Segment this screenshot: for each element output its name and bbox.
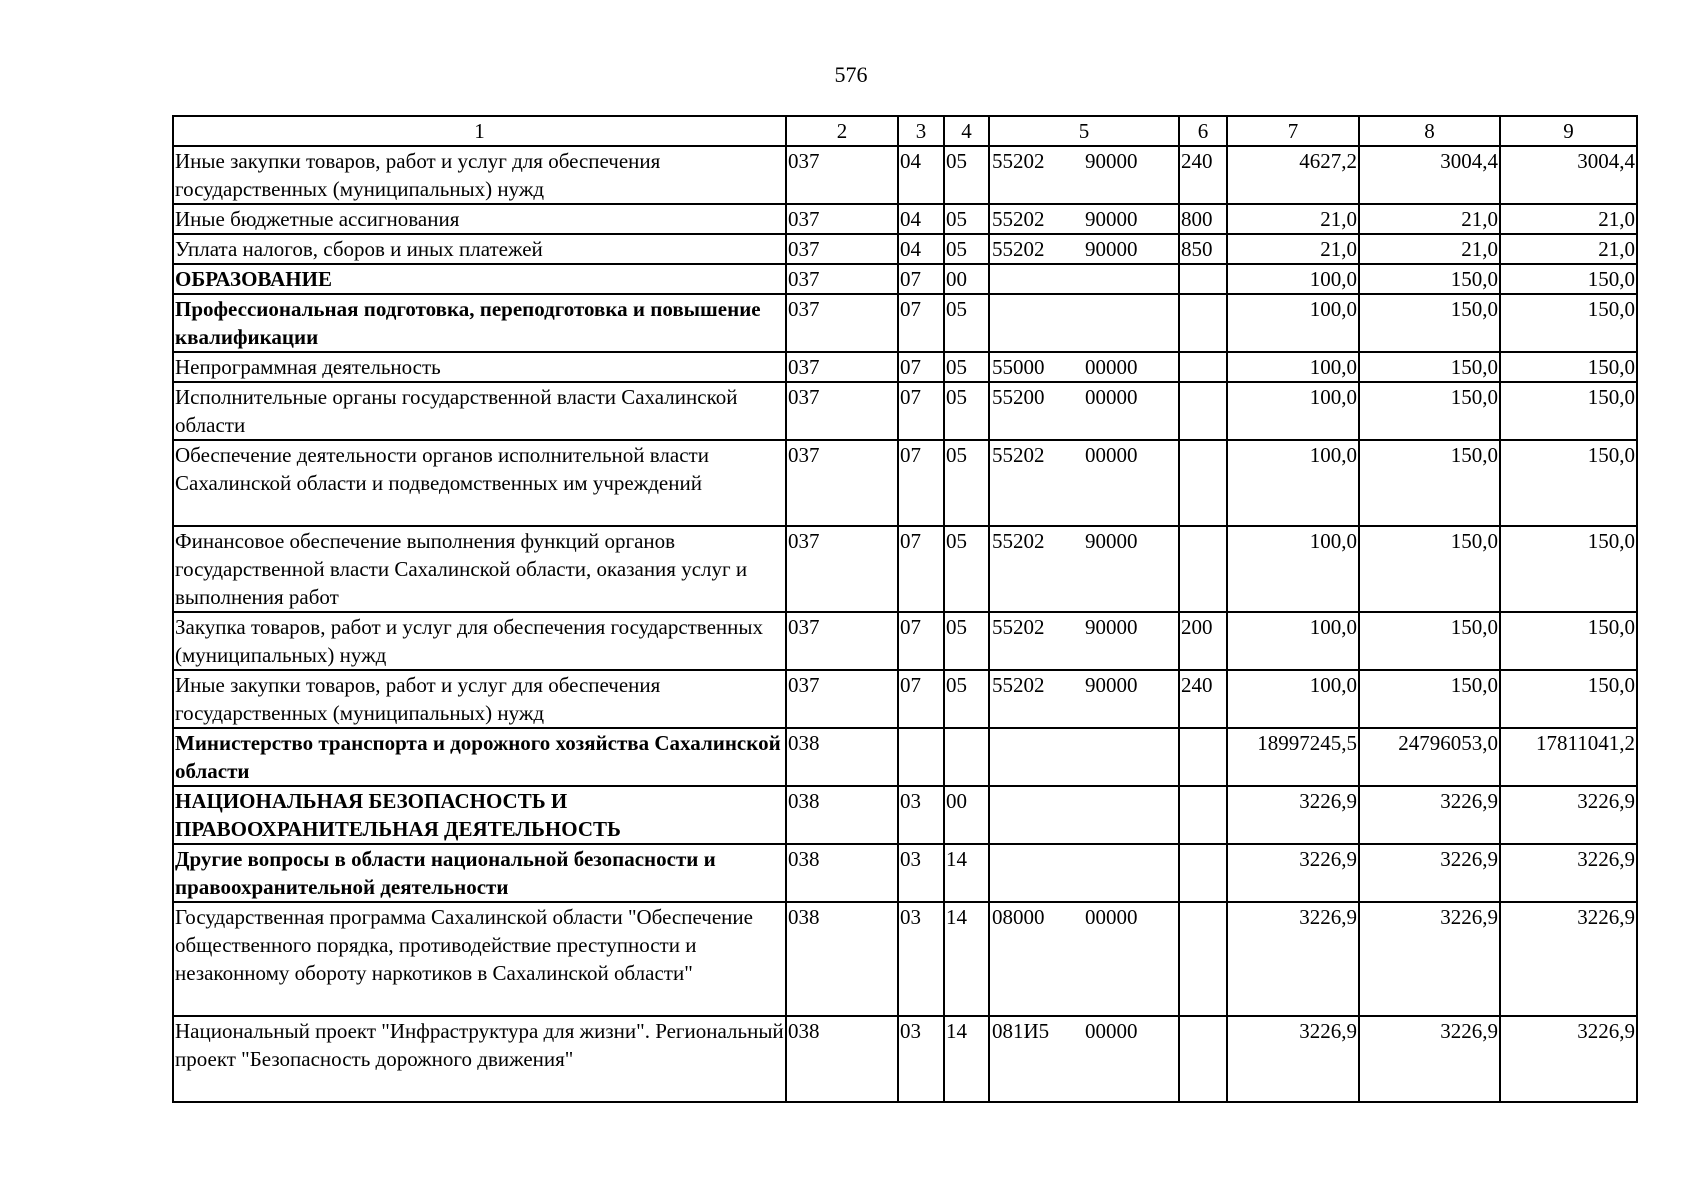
row-amount-col7: 21,0 [1227,234,1359,264]
target-article-program: 55200 [992,385,1045,409]
row-amount-col9: 3226,9 [1500,786,1637,844]
row-expense-type [1179,844,1227,902]
row-admin-code: 037 [786,234,898,264]
row-admin-code: 037 [786,294,898,352]
row-amount-col7: 100,0 [1227,382,1359,440]
page-number: 576 [834,62,868,87]
table-row [173,146,1637,204]
row-amount-col8: 3004,4 [1359,146,1500,204]
row-expense-type [1179,440,1227,526]
table-row [173,786,1637,844]
table-row [173,670,1637,728]
row-admin-code: 037 [786,526,898,612]
row-name: Иные закупки товаров, работ и услуг для обеспечения государственных (муниципальных) нужд [173,670,786,728]
row-subsection-code: 05 [944,204,989,234]
row-target-article [989,1016,1179,1102]
header-col-9: 9 [1500,116,1637,146]
row-subsection-code: 05 [944,440,989,526]
row-expense-type [1179,526,1227,612]
row-expense-type [1179,1016,1227,1102]
target-article-program: 55202 [992,673,1045,697]
target-article-direction: 90000 [1085,529,1138,553]
row-amount-col8: 3226,9 [1359,902,1500,1016]
row-amount-col8: 21,0 [1359,234,1500,264]
row-name: ОБРАЗОВАНИЕ [173,264,786,294]
row-expense-type [1179,382,1227,440]
row-amount-col7: 3226,9 [1227,844,1359,902]
target-article-direction: 00000 [1085,355,1138,379]
table-row [173,352,1637,382]
row-amount-col7: 100,0 [1227,352,1359,382]
row-expense-type: 240 [1179,146,1227,204]
row-admin-code: 037 [786,264,898,294]
row-name: Обеспечение деятельности органов исполнительной власти Сахалинской области и подведомственных им учреждений [173,440,786,526]
header-row [173,116,1637,146]
row-subsection-code [944,728,989,786]
target-article-direction: 00000 [1085,1019,1138,1043]
row-subsection-code: 05 [944,352,989,382]
row-expense-type [1179,902,1227,1016]
row-amount-col7: 21,0 [1227,204,1359,234]
row-amount-col8: 150,0 [1359,670,1500,728]
row-name: Иные бюджетные ассигнования [173,204,786,234]
target-article-direction: 90000 [1085,673,1138,697]
row-amount-col8: 150,0 [1359,352,1500,382]
row-amount-col9: 3226,9 [1500,1016,1637,1102]
target-article-program: 081И5 [992,1019,1050,1043]
row-section-code: 04 [898,234,944,264]
row-amount-col9: 21,0 [1500,204,1637,234]
row-amount-col8: 150,0 [1359,264,1500,294]
row-amount-col7: 100,0 [1227,526,1359,612]
row-section-code: 03 [898,844,944,902]
row-subsection-code: 05 [944,294,989,352]
row-subsection-code: 05 [944,612,989,670]
row-amount-col9: 150,0 [1500,670,1637,728]
row-amount-col8: 150,0 [1359,612,1500,670]
row-amount-col7: 100,0 [1227,264,1359,294]
table-row [173,612,1637,670]
row-amount-col9: 150,0 [1500,526,1637,612]
row-amount-col7: 100,0 [1227,670,1359,728]
row-target-article [989,382,1179,440]
table-row [173,264,1637,294]
row-target-article [989,204,1179,234]
row-amount-col9: 150,0 [1500,294,1637,352]
table-row [173,440,1637,526]
row-name: Национальный проект "Инфраструктура для жизни". Региональный проект "Безопасность дорожного движения" [173,1016,786,1102]
row-section-code: 07 [898,382,944,440]
row-admin-code: 038 [786,728,898,786]
row-amount-col7: 100,0 [1227,612,1359,670]
row-name: Уплата налогов, сборов и иных платежей [173,234,786,264]
row-admin-code: 037 [786,382,898,440]
target-article-program: 55202 [992,615,1045,639]
row-subsection-code: 05 [944,146,989,204]
row-section-code: 07 [898,294,944,352]
row-expense-type [1179,728,1227,786]
row-target-article [989,902,1179,1016]
row-admin-code: 038 [786,902,898,1016]
row-subsection-code: 05 [944,670,989,728]
header-col-5: 5 [989,116,1179,146]
row-admin-code: 038 [786,786,898,844]
row-admin-code: 037 [786,612,898,670]
row-amount-col8: 150,0 [1359,526,1500,612]
row-target-article [989,264,1179,294]
target-article-direction: 00000 [1085,385,1138,409]
row-section-code: 07 [898,612,944,670]
row-name: Непрограммная деятельность [173,352,786,382]
table-row [173,294,1637,352]
row-amount-col7: 4627,2 [1227,146,1359,204]
table-row [173,526,1637,612]
table-row [173,902,1637,1016]
target-article-direction: 90000 [1085,207,1138,231]
row-admin-code: 037 [786,670,898,728]
row-subsection-code: 05 [944,382,989,440]
row-target-article [989,728,1179,786]
table-row [173,728,1637,786]
row-subsection-code: 05 [944,526,989,612]
row-amount-col9: 3004,4 [1500,146,1637,204]
row-amount-col8: 24796053,0 [1359,728,1500,786]
row-amount-col8: 3226,9 [1359,786,1500,844]
row-expense-type [1179,294,1227,352]
header-col-4: 4 [944,116,989,146]
row-admin-code: 037 [786,146,898,204]
row-amount-col9: 150,0 [1500,382,1637,440]
target-article-program: 55202 [992,237,1045,261]
row-subsection-code: 05 [944,234,989,264]
row-section-code: 07 [898,440,944,526]
row-amount-col7: 100,0 [1227,294,1359,352]
row-subsection-code: 14 [944,844,989,902]
row-amount-col9: 150,0 [1500,440,1637,526]
row-target-article [989,844,1179,902]
row-admin-code: 037 [786,440,898,526]
row-target-article [989,440,1179,526]
row-amount-col9: 150,0 [1500,612,1637,670]
target-article-program: 55202 [992,443,1045,467]
row-expense-type: 200 [1179,612,1227,670]
target-article-program: 55202 [992,207,1045,231]
row-amount-col9: 150,0 [1500,264,1637,294]
budget-table [172,115,1638,1103]
row-section-code: 04 [898,146,944,204]
row-target-article [989,234,1179,264]
row-section-code: 03 [898,786,944,844]
row-amount-col8: 150,0 [1359,294,1500,352]
row-name: Иные закупки товаров, работ и услуг для обеспечения государственных (муниципальных) нужд [173,146,786,204]
target-article-direction: 00000 [1085,905,1138,929]
row-name: Государственная программа Сахалинской области "Обеспечение общественного порядка, противодействие преступности и незаконному обороту наркотиков в Сахалинской области" [173,902,786,1016]
row-subsection-code: 00 [944,264,989,294]
table-row [173,1016,1637,1102]
row-section-code [898,728,944,786]
row-admin-code: 037 [786,352,898,382]
row-amount-col8: 150,0 [1359,440,1500,526]
row-section-code: 07 [898,670,944,728]
header-col-6: 6 [1179,116,1227,146]
row-section-code: 03 [898,1016,944,1102]
row-expense-type: 850 [1179,234,1227,264]
header-col-2: 2 [786,116,898,146]
row-amount-col9: 21,0 [1500,234,1637,264]
row-section-code: 07 [898,526,944,612]
row-name: Закупка товаров, работ и услуг для обеспечения государственных (муниципальных) нужд [173,612,786,670]
target-article-program: 55202 [992,149,1045,173]
row-amount-col9: 3226,9 [1500,844,1637,902]
row-amount-col7: 3226,9 [1227,902,1359,1016]
row-name: НАЦИОНАЛЬНАЯ БЕЗОПАСНОСТЬ И ПРАВООХРАНИТЕЛЬНАЯ ДЕЯТЕЛЬНОСТЬ [173,786,786,844]
row-section-code: 03 [898,902,944,1016]
row-subsection-code: 00 [944,786,989,844]
row-amount-col9: 150,0 [1500,352,1637,382]
row-expense-type: 240 [1179,670,1227,728]
target-article-direction: 90000 [1085,615,1138,639]
row-expense-type [1179,786,1227,844]
row-section-code: 07 [898,352,944,382]
header-col-3: 3 [898,116,944,146]
row-name: Профессиональная подготовка, переподготовка и повышение квалификации [173,294,786,352]
row-amount-col7: 3226,9 [1227,786,1359,844]
row-amount-col7: 18997245,5 [1227,728,1359,786]
row-target-article [989,526,1179,612]
row-subsection-code: 14 [944,1016,989,1102]
table-row [173,382,1637,440]
row-expense-type [1179,264,1227,294]
header-col-8: 8 [1359,116,1500,146]
row-section-code: 04 [898,204,944,234]
row-admin-code: 038 [786,844,898,902]
table-header [173,116,1637,146]
row-target-article [989,786,1179,844]
target-article-direction: 90000 [1085,149,1138,173]
row-name: Исполнительные органы государственной власти Сахалинской области [173,382,786,440]
target-article-program: 08000 [992,905,1045,929]
row-expense-type: 800 [1179,204,1227,234]
row-target-article [989,294,1179,352]
row-section-code: 07 [898,264,944,294]
row-name: Министерство транспорта и дорожного хозяйства Сахалинской области [173,728,786,786]
target-article-direction: 00000 [1085,443,1138,467]
target-article-program: 55000 [992,355,1045,379]
row-target-article [989,146,1179,204]
table-row [173,204,1637,234]
row-name: Финансовое обеспечение выполнения функций органов государственной власти Сахалинской области, оказания услуг и выполнения работ [173,526,786,612]
row-amount-col8: 3226,9 [1359,844,1500,902]
row-amount-col7: 100,0 [1227,440,1359,526]
target-article-direction: 90000 [1085,237,1138,261]
row-subsection-code: 14 [944,902,989,1016]
row-amount-col9: 3226,9 [1500,902,1637,1016]
row-admin-code: 037 [786,204,898,234]
row-admin-code: 038 [786,1016,898,1102]
table-row [173,844,1637,902]
table-body [173,146,1637,1102]
row-amount-col8: 3226,9 [1359,1016,1500,1102]
row-target-article [989,670,1179,728]
header-col-7: 7 [1227,116,1359,146]
row-amount-col8: 150,0 [1359,382,1500,440]
row-expense-type [1179,352,1227,382]
table-row [173,234,1637,264]
row-amount-col9: 17811041,2 [1500,728,1637,786]
row-amount-col7: 3226,9 [1227,1016,1359,1102]
row-target-article [989,352,1179,382]
row-amount-col8: 21,0 [1359,204,1500,234]
target-article-program: 55202 [992,529,1045,553]
row-name: Другие вопросы в области национальной безопасности и правоохранительной деятельности [173,844,786,902]
header-col-1: 1 [173,116,786,146]
row-target-article [989,612,1179,670]
